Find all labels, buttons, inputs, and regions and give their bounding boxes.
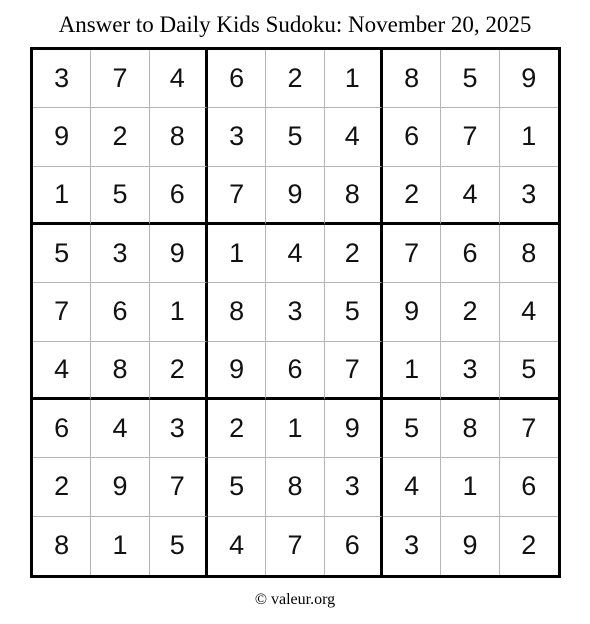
sudoku-cell-r1-c2: 7: [91, 50, 149, 108]
sudoku-cell-r4-c1: 5: [33, 225, 91, 283]
sudoku-cell-r6-c5: 6: [266, 342, 324, 400]
sudoku-cell-r5-c2: 6: [91, 283, 149, 341]
sudoku-cell-r7-c3: 3: [150, 400, 208, 458]
sudoku-cell-r6-c1: 4: [33, 342, 91, 400]
sudoku-cell-r1-c5: 2: [266, 50, 324, 108]
sudoku-cell-r1-c6: 1: [325, 50, 383, 108]
sudoku-cell-r7-c6: 9: [325, 400, 383, 458]
sudoku-cell-r7-c1: 6: [33, 400, 91, 458]
sudoku-cell-r3-c2: 5: [91, 167, 149, 225]
sudoku-cell-r6-c2: 8: [91, 342, 149, 400]
sudoku-cell-r2-c1: 9: [33, 108, 91, 166]
sudoku-cell-r6-c6: 7: [325, 342, 383, 400]
sudoku-cell-r3-c6: 8: [325, 167, 383, 225]
sudoku-cell-r9-c3: 5: [150, 517, 208, 575]
sudoku-cell-r9-c5: 7: [266, 517, 324, 575]
sudoku-cell-r8-c9: 6: [500, 458, 558, 516]
sudoku-cell-r9-c2: 1: [91, 517, 149, 575]
sudoku-cell-r8-c6: 3: [325, 458, 383, 516]
sudoku-cell-r5-c4: 8: [208, 283, 266, 341]
sudoku-cell-r3-c5: 9: [266, 167, 324, 225]
sudoku-cell-r4-c2: 3: [91, 225, 149, 283]
sudoku-cell-r3-c9: 3: [500, 167, 558, 225]
sudoku-cell-r2-c2: 2: [91, 108, 149, 166]
sudoku-cell-r5-c5: 3: [266, 283, 324, 341]
sudoku-cell-r5-c3: 1: [150, 283, 208, 341]
sudoku-cell-r6-c9: 5: [500, 342, 558, 400]
sudoku-cell-r4-c5: 4: [266, 225, 324, 283]
sudoku-cell-r3-c3: 6: [150, 167, 208, 225]
sudoku-cell-r5-c9: 4: [500, 283, 558, 341]
sudoku-cell-r2-c5: 5: [266, 108, 324, 166]
sudoku-cell-r4-c8: 6: [441, 225, 499, 283]
sudoku-cell-r5-c8: 2: [441, 283, 499, 341]
sudoku-cell-r4-c9: 8: [500, 225, 558, 283]
sudoku-cell-r4-c7: 7: [383, 225, 441, 283]
sudoku-cell-r3-c7: 2: [383, 167, 441, 225]
sudoku-cell-r6-c7: 1: [383, 342, 441, 400]
sudoku-cell-r8-c5: 8: [266, 458, 324, 516]
sudoku-cell-r4-c6: 2: [325, 225, 383, 283]
sudoku-cell-r9-c4: 4: [208, 517, 266, 575]
sudoku-cell-r8-c7: 4: [383, 458, 441, 516]
sudoku-cell-r9-c8: 9: [441, 517, 499, 575]
sudoku-cell-r1-c7: 8: [383, 50, 441, 108]
sudoku-cell-r2-c3: 8: [150, 108, 208, 166]
sudoku-cell-r4-c4: 1: [208, 225, 266, 283]
sudoku-cell-r5-c6: 5: [325, 283, 383, 341]
sudoku-cell-r3-c1: 1: [33, 167, 91, 225]
sudoku-cell-r2-c8: 7: [441, 108, 499, 166]
sudoku-cell-r7-c4: 2: [208, 400, 266, 458]
sudoku-cell-r3-c4: 7: [208, 167, 266, 225]
sudoku-cell-r7-c7: 5: [383, 400, 441, 458]
sudoku-board: [30, 47, 561, 578]
sudoku-cell-r6-c4: 9: [208, 342, 266, 400]
sudoku-cell-r2-c6: 4: [325, 108, 383, 166]
sudoku-cell-r7-c9: 7: [500, 400, 558, 458]
sudoku-cell-r9-c7: 3: [383, 517, 441, 575]
copyright-footer: © valeur.org: [254, 591, 336, 608]
sudoku-cell-r5-c7: 9: [383, 283, 441, 341]
sudoku-cell-r1-c4: 6: [208, 50, 266, 108]
sudoku-cell-r4-c3: 9: [150, 225, 208, 283]
sudoku-cell-r8-c8: 1: [441, 458, 499, 516]
sudoku-cell-r7-c8: 8: [441, 400, 499, 458]
sudoku-cell-r1-c1: 3: [33, 50, 91, 108]
sudoku-cell-r2-c7: 6: [383, 108, 441, 166]
sudoku-cell-r7-c2: 4: [91, 400, 149, 458]
sudoku-cell-r2-c4: 3: [208, 108, 266, 166]
sudoku-cell-r8-c1: 2: [33, 458, 91, 516]
sudoku-cell-r3-c8: 4: [441, 167, 499, 225]
sudoku-cell-r9-c9: 2: [521, 530, 537, 561]
sudoku-cell-r5-c1: 7: [33, 283, 91, 341]
sudoku-cell-r8-c3: 7: [150, 458, 208, 516]
sudoku-cell-r9-c1: 8: [33, 517, 91, 575]
sudoku-cell-r8-c4: 5: [208, 458, 266, 516]
sudoku-cell-r1-c9: 9: [500, 50, 558, 108]
sudoku-cell-r9-c6: 6: [325, 517, 383, 575]
sudoku-cell-r1-c3: 4: [150, 50, 208, 108]
sudoku-cell-r6-c3: 2: [150, 342, 208, 400]
sudoku-cell-r6-c8: 3: [441, 342, 499, 400]
sudoku-cell-r7-c5: 1: [266, 400, 324, 458]
sudoku-cell-r8-c2: 9: [91, 458, 149, 516]
sudoku-cell-r1-c8: 5: [441, 50, 499, 108]
sudoku-cell-r2-c9: 1: [500, 108, 558, 166]
page-title: Answer to Daily Kids Sudoku: November 20, 2025: [58, 12, 532, 37]
